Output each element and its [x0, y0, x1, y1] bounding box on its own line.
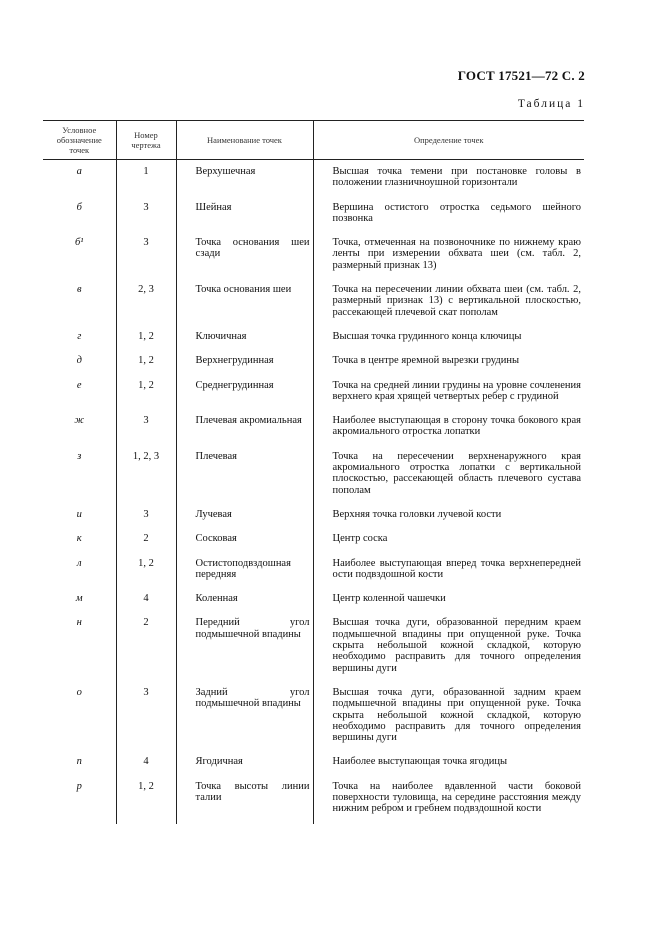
table-row: [43, 327, 584, 351]
point-definition: Точка на средней линии грудины на уровне сочленения верхнего края хрящей четвертых ребер с грудиной: [313, 376, 584, 412]
point-code: в: [76, 284, 82, 296]
point-code: е: [76, 379, 82, 391]
header-name: Наименование точек: [176, 121, 313, 160]
point-code: к: [76, 533, 82, 545]
point-code: ж: [74, 415, 85, 427]
point-name: Верхушечная: [176, 160, 313, 198]
point-code: р: [76, 780, 82, 792]
point-definition: Высшая точка дуги, образованной задним краем подмышечной впадины при опущенной руке. Точка скрыта небольшой кожной складкой, которую необходимо расправить для точного определения вершины дуги: [313, 683, 584, 752]
header-definition: Определение точек: [313, 121, 584, 160]
table-row: [43, 554, 584, 590]
point-definition: Точка на наиболее вдавленной части боковой поверхности туловища, на середине расстояния между нижним ребром и гребнем подвздошной кости: [313, 777, 584, 824]
drawing-number: 3: [116, 505, 176, 529]
drawing-number: 2: [116, 613, 176, 682]
point-definition: Наиболее выступающая в сторону точка бокового края акромиального отростка лопатки: [313, 411, 584, 447]
point-definition: Центр коленной чашечки: [313, 589, 584, 613]
drawing-number: 2, 3: [116, 280, 176, 327]
point-code: д: [76, 355, 82, 367]
drawing-number: 1, 2: [116, 351, 176, 375]
point-name: Коленная: [176, 589, 313, 613]
table-row: [43, 447, 584, 505]
table-row: [43, 613, 584, 682]
point-name: Точка высоты линии талии: [176, 777, 313, 824]
point-name: Точка основания шеи сзади: [176, 233, 313, 280]
point-name: Плечевая акромиальная: [176, 411, 313, 447]
point-code: н: [76, 617, 82, 629]
point-name: Среднегрудинная: [176, 376, 313, 412]
drawing-number: 1, 2: [116, 554, 176, 590]
point-definition: Вершина остистого отростка седьмого шейного позвонка: [313, 198, 584, 234]
header-code: Условное обозначение точек: [43, 121, 116, 160]
point-code: о: [76, 686, 82, 698]
drawing-number: 1, 2: [116, 777, 176, 824]
point-definition: Точка на пересечении верхненаружного края акромиального отростка лопатки с вертикальной плоскостью, рассекающей область плечевого сустава пополам: [313, 447, 584, 505]
point-code: б: [76, 201, 82, 213]
header-drawing: Номер чертежа: [116, 121, 176, 160]
point-name: Ягодичная: [176, 752, 313, 776]
table-row: [43, 233, 584, 280]
point-code: и: [76, 508, 82, 520]
point-definition: Наиболее выступающая вперед точка верхнепередней ости подвздошной кости: [313, 554, 584, 590]
point-code: м: [75, 593, 83, 605]
drawing-number: 3: [116, 233, 176, 280]
table-header-row: [43, 121, 584, 160]
point-definition: Высшая точка темени при постановке головы в положении глазничноушной горизонтали: [313, 160, 584, 198]
table-row: [43, 351, 584, 375]
point-code: а: [76, 166, 82, 177]
point-definition: Высшая точка грудинного конца ключицы: [313, 327, 584, 351]
drawing-number: 1, 2: [116, 327, 176, 351]
table-row: [43, 752, 584, 776]
point-code: п: [76, 756, 82, 768]
drawing-number: 1, 2: [116, 376, 176, 412]
table-row: [43, 505, 584, 529]
table-row: [43, 411, 584, 447]
point-definition: Точка на пересечении линии обхвата шеи (см. табл. 2, размерный признак 13) с вертикальной плоскостью, рассекающей плечевой скат пополам: [313, 280, 584, 327]
point-name: Остистоподвздошная передняя: [176, 554, 313, 590]
point-definition: Наиболее выступающая точка ягодицы: [313, 752, 584, 776]
point-name: Задний угол подмышечной впадины: [176, 683, 313, 752]
drawing-number: 4: [116, 589, 176, 613]
table-row: [43, 160, 584, 198]
point-definition: Центр соска: [313, 529, 584, 553]
point-definition: Верхняя точка головки лучевой кости: [313, 505, 584, 529]
drawing-number: 1, 2, 3: [116, 447, 176, 505]
point-name: Ключичная: [176, 327, 313, 351]
drawing-number: 2: [116, 529, 176, 553]
table-row: [43, 529, 584, 553]
point-definition: Высшая точка дуги, образованной передним краем подмышечной впадины при опущенной руке. Точка скрыта небольшой кожной складкой, которую необходимо расправить для точного определения вершины дуги: [313, 613, 584, 682]
drawing-number: 4: [116, 752, 176, 776]
point-name: Верхнегрудинная: [176, 351, 313, 375]
drawing-number: 3: [116, 198, 176, 234]
point-name: Сосковая: [176, 529, 313, 553]
drawing-number: 1: [116, 160, 176, 198]
point-name: Плечевая: [176, 447, 313, 505]
point-code: г: [77, 330, 82, 342]
point-code: б¹: [75, 237, 84, 249]
point-name: Лучевая: [176, 505, 313, 529]
point-code: л: [76, 557, 82, 569]
table-row: [43, 589, 584, 613]
document-header: ГОСТ 17521—72 С. 2: [457, 68, 585, 83]
anthropometric-points-table: [43, 120, 584, 824]
point-definition: Точка, отмеченная на позвоночнике по нижнему краю ленты при измерении обхвата шеи (см. табл. 2, размерный признак 13): [313, 233, 584, 280]
point-definition: Точка в центре яремной вырезки грудины: [313, 351, 584, 375]
table-label: Таблица 1: [517, 98, 585, 110]
drawing-number: 3: [116, 683, 176, 752]
point-name: Точка основания шеи: [176, 280, 313, 327]
point-name: Передний угол подмышечной впадины: [176, 613, 313, 682]
table-row: [43, 777, 584, 824]
drawing-number: 3: [116, 411, 176, 447]
table-row: [43, 683, 584, 752]
point-name: Шейная: [176, 198, 313, 234]
table-row: [43, 280, 584, 327]
table-row: [43, 376, 584, 412]
point-code: з: [77, 450, 82, 462]
table-row: [43, 198, 584, 234]
